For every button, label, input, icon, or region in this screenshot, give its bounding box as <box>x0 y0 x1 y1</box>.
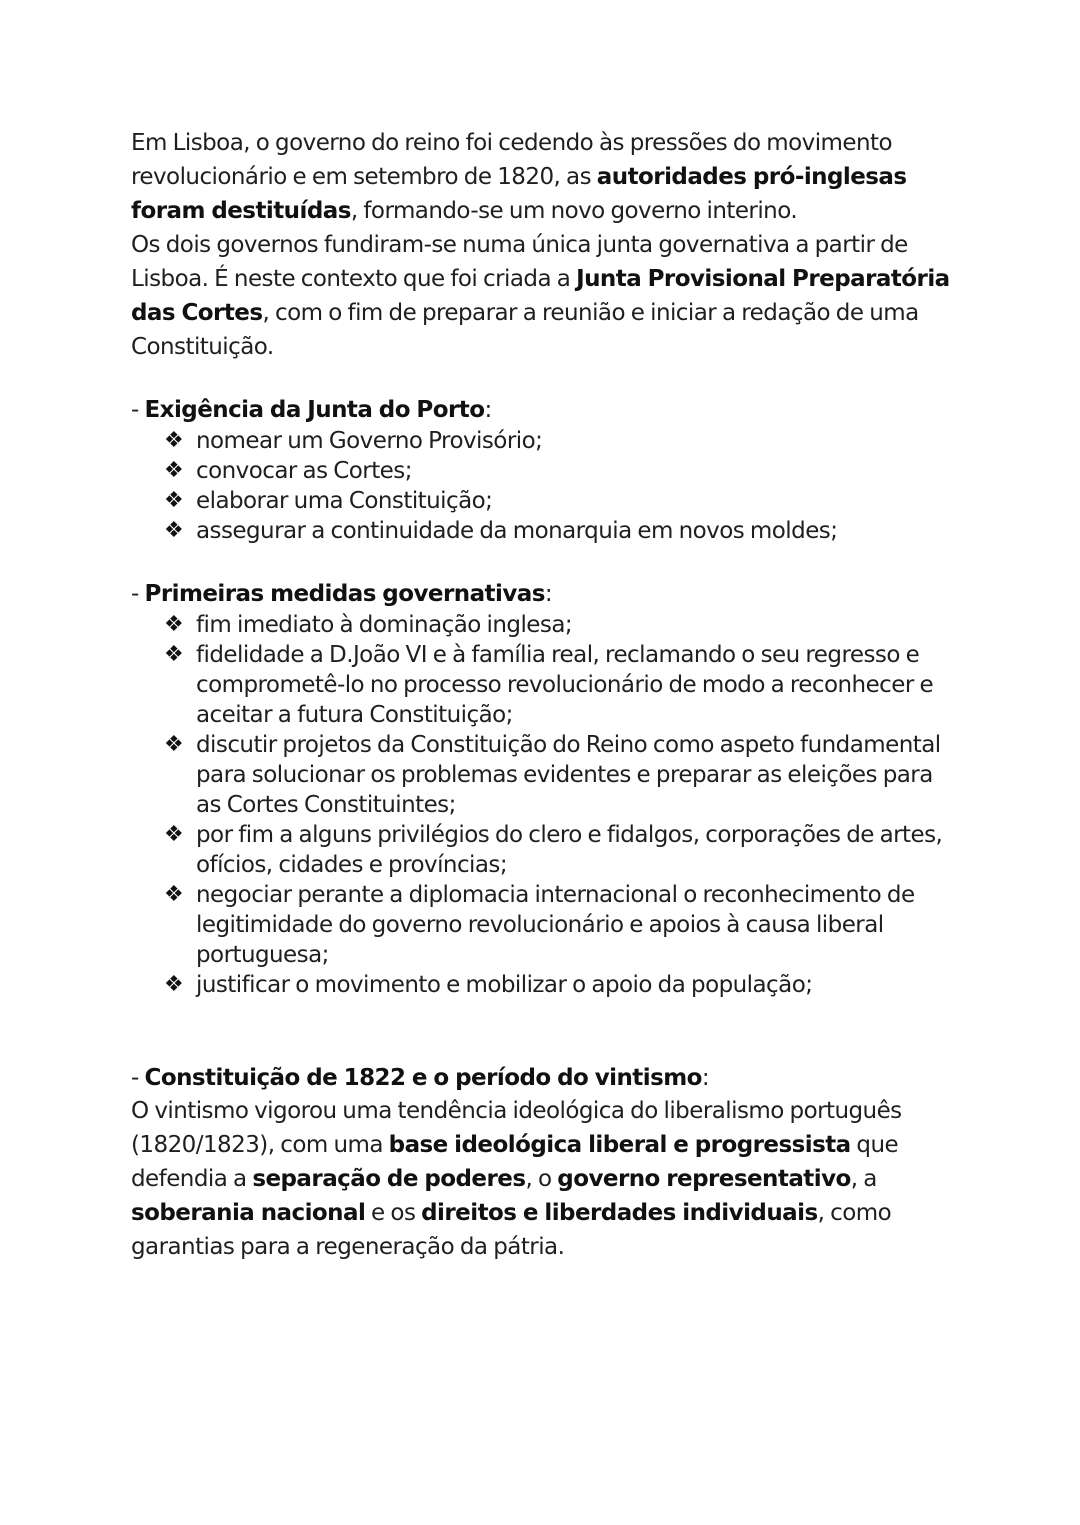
diamond-bullet-icon: ❖ <box>164 488 184 513</box>
body-text: O vintismo vigorou uma tendência ideológica do liberalismo português (1820/1823), com uma <box>131 1098 902 1158</box>
intro-text: Os dois governos fundiram-se numa única junta governativa a partir de Lisboa. É neste contexto que foi criada a <box>131 232 908 292</box>
heading-colon: : <box>544 581 553 607</box>
list-item <box>164 456 961 486</box>
heading-dash: - <box>131 581 145 607</box>
section-heading <box>131 394 961 426</box>
bold-phrase: base ideológica liberal e progressista <box>388 1132 851 1158</box>
body-text: e os <box>365 1200 422 1226</box>
bold-phrase: autoridades pró-inglesas foram destituídas <box>131 164 907 224</box>
list-item-text: nomear um Governo Provisório; <box>196 428 543 454</box>
diamond-bullet-icon: ❖ <box>164 612 184 637</box>
bold-phrase: direitos e liberdades individuais <box>421 1200 818 1226</box>
list-item <box>164 486 961 516</box>
diamond-bullet-icon: ❖ <box>164 642 184 667</box>
heading-dash: - <box>131 397 145 423</box>
list-item-text: discutir projetos da Constituição do Reino como aspeto fundamental para solucionar os problemas evidentes e preparar as eleições para as Cortes Constituintes; <box>196 732 941 818</box>
section-primeiras-medidas <box>131 578 961 1000</box>
heading-dash: - <box>131 1065 145 1091</box>
list-item-text: justificar o movimento e mobilizar o apoio da população; <box>196 972 813 998</box>
diamond-bullet-icon: ❖ <box>164 972 184 997</box>
list-item-text: elaborar uma Constituição; <box>196 488 493 514</box>
section-constituicao-1822 <box>131 1062 961 1264</box>
body-text: , a <box>850 1166 877 1192</box>
intro-text: , formando-se um novo governo interino. <box>350 198 798 224</box>
list-item-text: assegurar a continuidade da monarquia em novos moldes; <box>196 518 838 544</box>
diamond-bullet-icon: ❖ <box>164 732 184 757</box>
section-heading <box>131 1062 961 1094</box>
bullet-list <box>131 426 961 546</box>
list-item <box>164 640 961 730</box>
list-item-text: negociar perante a diplomacia internacional o reconhecimento de legitimidade do governo revolucionário e apoios à causa liberal portuguesa; <box>196 882 915 968</box>
bold-phrase: soberania nacional <box>131 1200 366 1226</box>
list-item <box>164 610 961 640</box>
list-item <box>164 970 961 1000</box>
diamond-bullet-icon: ❖ <box>164 518 184 543</box>
bold-phrase: separação de poderes <box>252 1166 526 1192</box>
heading-colon: : <box>701 1065 710 1091</box>
section-exigencia-junta-porto <box>131 394 961 546</box>
intro-text: Em Lisboa, o governo do reino foi cedendo às pressões do movimento revolucionário e em setembro de 1820, as <box>131 130 893 190</box>
list-item <box>164 516 961 546</box>
diamond-bullet-icon: ❖ <box>164 882 184 907</box>
body-text: , o <box>525 1166 558 1192</box>
diamond-bullet-icon: ❖ <box>164 822 184 847</box>
heading-colon: : <box>484 397 492 423</box>
diamond-bullet-icon: ❖ <box>164 458 184 483</box>
vintismo-paragraph <box>131 1094 961 1264</box>
list-item <box>164 730 961 820</box>
section-heading <box>131 578 961 610</box>
list-item <box>164 820 961 880</box>
intro-paragraph-1 <box>131 126 961 228</box>
list-item-text: por fim a alguns privilégios do clero e fidalgos, corporações de artes, ofícios, cidades e províncias; <box>196 822 943 878</box>
list-item <box>164 426 961 456</box>
heading-title: Constituição de 1822 e o período do vintismo <box>144 1065 702 1091</box>
heading-title: Primeiras medidas governativas <box>144 581 545 607</box>
intro-text: , com o fim de preparar a reunião e iniciar a redação de uma Constituição. <box>131 300 919 360</box>
list-item <box>164 880 961 970</box>
document-page <box>131 126 961 1264</box>
heading-title: Exigência da Junta do Porto <box>144 397 485 423</box>
list-item-text: convocar as Cortes; <box>196 458 412 484</box>
list-item-text: fim imediato à dominação inglesa; <box>196 612 573 638</box>
list-item-text: fidelidade a D.João VI e à família real, reclamando o seu regresso e comprometê-lo no processo revolucionário de modo a reconhecer e aceitar a futura Constituição; <box>196 642 934 728</box>
intro-paragraph-2 <box>131 228 961 364</box>
body-text: que defendia a <box>131 1132 899 1192</box>
bullet-list <box>131 610 961 1000</box>
body-text: , como garantias para a regeneração da pátria. <box>131 1200 892 1260</box>
bold-phrase: governo representativo <box>557 1166 851 1192</box>
diamond-bullet-icon: ❖ <box>164 428 184 453</box>
bold-phrase: Junta Provisional Preparatória das Cortes <box>131 266 950 326</box>
